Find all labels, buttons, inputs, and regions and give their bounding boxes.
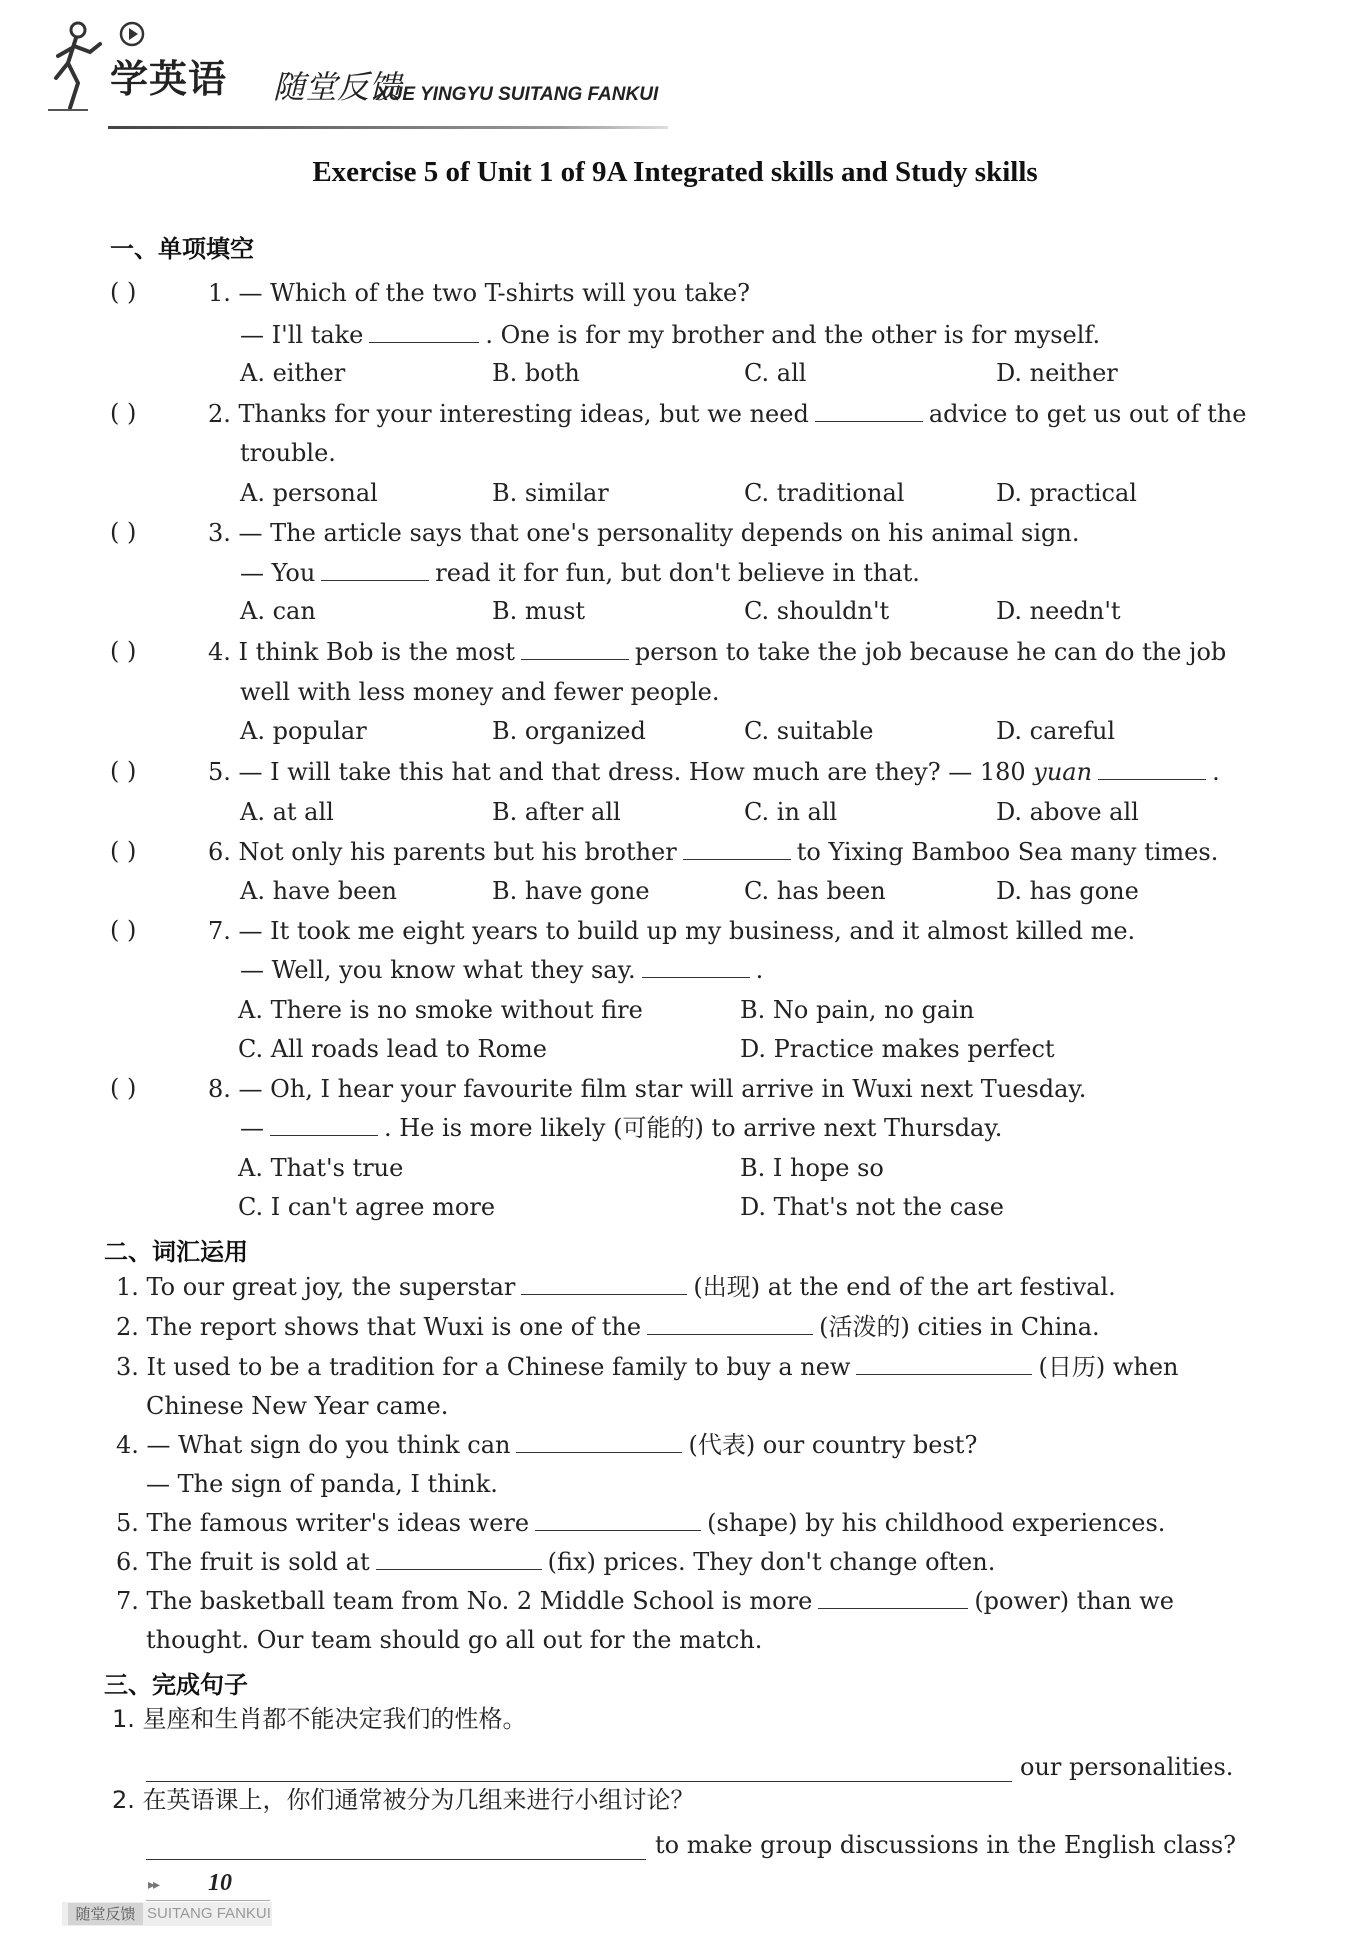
q4-line2: well with less money and fewer people. <box>240 678 720 706</box>
q2-option-b: B. similar <box>492 479 609 507</box>
page-number: 10 <box>208 1870 232 1896</box>
q6-option-a: A. have been <box>240 877 397 905</box>
q4-option-a: A. popular <box>240 717 367 745</box>
q1-option-b: B. both <box>492 359 580 387</box>
q6-option-d: D. has gone <box>996 877 1139 905</box>
answer-blank[interactable] <box>535 1508 701 1531</box>
vocab-item-2: 2. The report shows that Wuxi is one of the (活泼的) cities in China. <box>116 1313 1100 1341</box>
q3-option-a: A. can <box>240 597 316 625</box>
header-underline <box>108 126 668 129</box>
q3-option-b: B. must <box>492 597 586 625</box>
header-logo <box>48 18 668 128</box>
section-heading-complete-sentences: 三、完成句子 <box>104 1671 248 1699</box>
q7-option-a: A. There is no smoke without fire <box>238 996 643 1024</box>
q5-option-d: D. above all <box>996 798 1139 826</box>
q7-option-c: C. All roads lead to Rome <box>238 1035 547 1063</box>
logo-pinyin: XUE YINGYU SUITANG FANKUI <box>376 84 659 105</box>
vocab-item-7-cont: thought. Our team should go all out for the match. <box>146 1626 763 1654</box>
sentence-2-answer-line[interactable] <box>146 1858 646 1860</box>
q6-line1: 6. Not only his parents but his brother to Yixing Bamboo Sea many times. <box>208 838 1219 866</box>
answer-blank[interactable] <box>516 1430 682 1453</box>
q7-option-b: B. No pain, no gain <box>740 996 975 1024</box>
q8-line2: — . He is more likely (可能的) to arrive next Thursday. <box>240 1114 1003 1142</box>
vocab-item-7: 7. The basketball team from No. 2 Middle School is more (power) than we <box>116 1587 1174 1615</box>
vocab-item-6: 6. The fruit is sold at (fix) prices. They don't change often. <box>116 1548 996 1576</box>
q2-option-a: A. personal <box>240 479 378 507</box>
q2-line1: 2. Thanks for your interesting ideas, but we need advice to get us out of the <box>208 400 1247 428</box>
answer-blank[interactable] <box>815 399 923 422</box>
answer-blank[interactable] <box>647 1312 813 1335</box>
runner-figure-icon <box>48 18 118 113</box>
logo-title-cn: 学英语 <box>110 57 228 101</box>
q6-option-c: C. has been <box>744 877 886 905</box>
footer-label-cn: 随堂反馈 <box>68 1903 143 1925</box>
answer-blank[interactable] <box>1098 757 1206 780</box>
q6-option-b: B. have gone <box>492 877 650 905</box>
answer-blank[interactable] <box>856 1352 1032 1375</box>
answer-paren: ( ) <box>110 278 137 306</box>
section-heading-vocabulary: 二、词汇运用 <box>104 1238 248 1266</box>
vocab-item-3: 3. It used to be a tradition for a Chinese family to buy a new (日历) when <box>116 1353 1179 1381</box>
answer-blank[interactable] <box>376 1547 542 1570</box>
answer-paren: ( ) <box>110 757 137 785</box>
answer-blank[interactable] <box>369 320 479 343</box>
q2-line2: trouble. <box>240 439 336 467</box>
logo-subtitle-cn: 随堂反馈 <box>273 68 402 106</box>
q5-option-c: C. in all <box>744 798 838 826</box>
answer-blank[interactable] <box>642 955 750 978</box>
answer-paren: ( ) <box>110 916 137 944</box>
q3-line1: 3. — The article says that one's personality depends on his animal sign. <box>208 519 1080 547</box>
answer-blank[interactable] <box>521 637 629 660</box>
sentence-2-ending: to make group discussions in the English class? <box>655 1831 1237 1859</box>
vocab-item-4-cont: — The sign of panda, I think. <box>146 1470 498 1498</box>
answer-paren: ( ) <box>110 1074 137 1102</box>
answer-paren: ( ) <box>110 399 137 427</box>
q8-line1: 8. — Oh, I hear your favourite film star will arrive in Wuxi next Tuesday. <box>208 1075 1087 1103</box>
q7-line1: 7. — It took me eight years to build up my business, and it almost killed me. <box>208 917 1136 945</box>
footer-arrow-icon: ▸▸ <box>148 1877 159 1893</box>
q1-line1: 1. — Which of the two T-shirts will you take? <box>208 279 751 307</box>
answer-blank[interactable] <box>683 837 791 860</box>
sentence-1-prompt: 1. 星座和生肖都不能决定我们的性格。 <box>112 1705 527 1733</box>
answer-blank[interactable] <box>321 558 429 581</box>
q3-line2: — You read it for fun, but don't believe in that. <box>240 559 920 587</box>
q8-option-a: A. That's true <box>238 1154 404 1182</box>
vocab-item-5: 5. The famous writer's ideas were (shape) by his childhood experiences. <box>116 1509 1166 1537</box>
q1-line2: — I'll take . One is for my brother and the other is for myself. <box>240 321 1101 349</box>
answer-paren: ( ) <box>110 518 137 546</box>
q3-option-c: C. shouldn't <box>744 597 890 625</box>
q3-option-d: D. needn't <box>996 597 1121 625</box>
sentence-1-ending: our personalities. <box>1020 1753 1234 1781</box>
section-heading-single-choice: 一、单项填空 <box>110 235 254 263</box>
page-title: Exercise 5 of Unit 1 of 9A Integrated skills and Study skills <box>312 156 1038 188</box>
answer-blank[interactable] <box>818 1586 968 1609</box>
q1-option-c: C. all <box>744 359 807 387</box>
q2-option-d: D. practical <box>996 479 1137 507</box>
q8-option-c: C. I can't agree more <box>238 1193 496 1221</box>
q7-option-d: D. Practice makes perfect <box>740 1035 1055 1063</box>
q8-option-b: B. I hope so <box>740 1154 884 1182</box>
q7-line2: — Well, you know what they say. . <box>240 956 764 984</box>
answer-blank[interactable] <box>521 1272 687 1295</box>
vocab-item-4: 4. — What sign do you think can (代表) our country best? <box>116 1431 978 1459</box>
sentence-2-prompt: 2. 在英语课上，你们通常被分为几组来进行小组讨论？ <box>112 1786 695 1814</box>
q8-option-d: D. That's not the case <box>740 1193 1004 1221</box>
q4-option-c: C. suitable <box>744 717 874 745</box>
q5-line1: 5. — I will take this hat and that dress. How much are they? — 180 yuan . <box>208 758 1220 786</box>
vocab-item-1: 1. To our great joy, the superstar (出现) at the end of the art festival. <box>116 1273 1116 1301</box>
vocab-item-3-cont: Chinese New Year came. <box>146 1392 449 1420</box>
q4-option-b: B. organized <box>492 717 646 745</box>
sentence-1-answer-line[interactable] <box>146 1780 1012 1782</box>
q1-option-d: D. neither <box>996 359 1118 387</box>
footer-label-en: SUITANG FANKUI <box>147 1905 271 1922</box>
answer-paren: ( ) <box>110 637 137 665</box>
footer-divider <box>146 1900 270 1901</box>
q1-option-a: A. either <box>240 359 346 387</box>
answer-blank[interactable] <box>270 1113 378 1136</box>
q4-line1: 4. I think Bob is the most person to take the job because he can do the job <box>208 638 1227 666</box>
q2-option-c: C. traditional <box>744 479 905 507</box>
q5-option-b: B. after all <box>492 798 621 826</box>
q5-option-a: A. at all <box>240 798 334 826</box>
answer-paren: ( ) <box>110 837 137 865</box>
q4-option-d: D. careful <box>996 717 1116 745</box>
play-icon <box>118 20 146 48</box>
